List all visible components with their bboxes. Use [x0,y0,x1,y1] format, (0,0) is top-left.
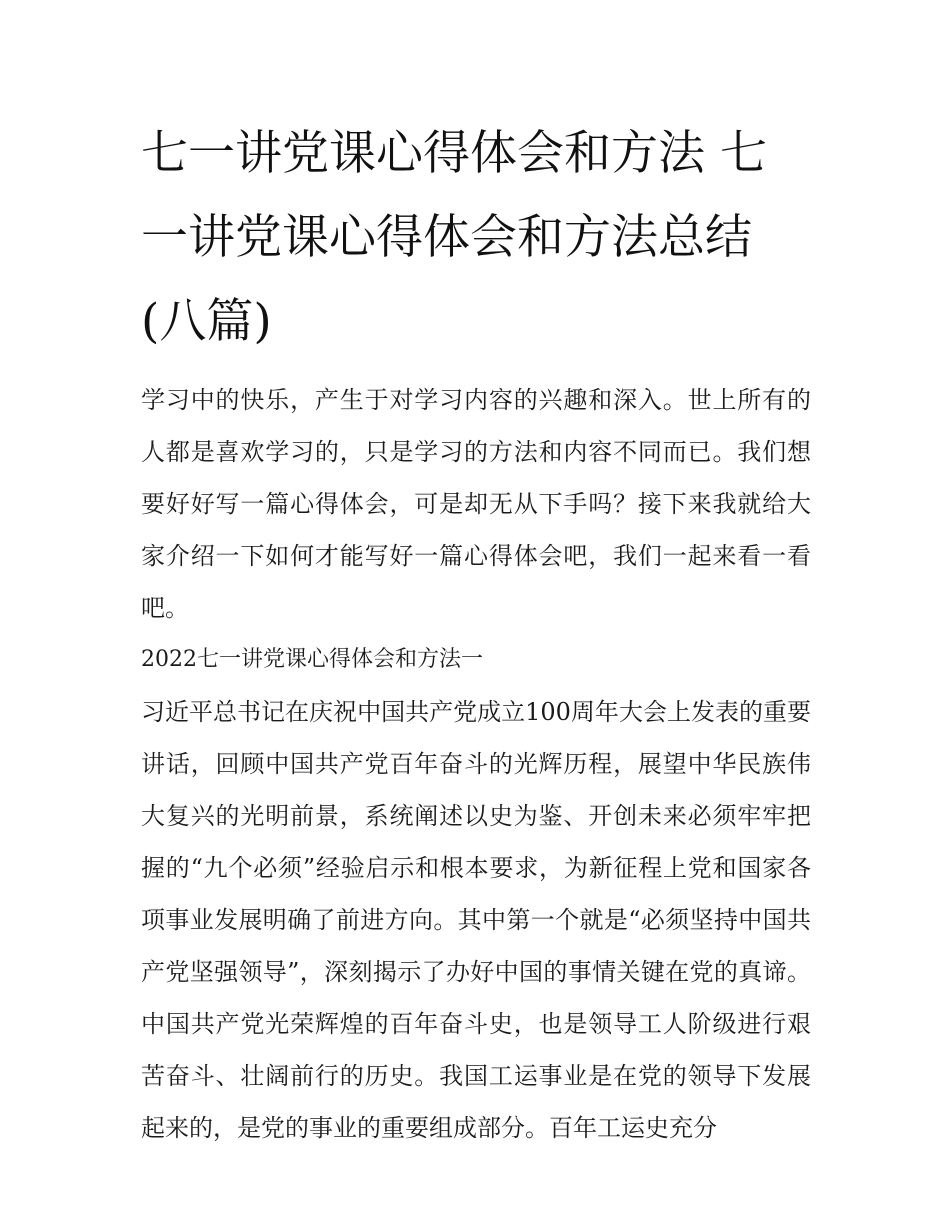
intro-paragraph: 学习中的快乐，产生于对学习内容的兴趣和深入。世上所有的人都是喜欢学习的，只是学习的方法和内容不同而已。我们想要好好写一篇心得体会，可是却无从下手吗？接下来我就给大家介绍一下如何才能写好一篇心得体会吧，我们一起来看一看吧。 [141,386,811,622]
section-heading: 2022七一讲党课心得体会和方法一 [141,647,483,672]
document-page [141,112,811,1154]
document-title: 七一讲党课心得体会和方法 七一讲党课心得体会和方法总结(八篇) [141,126,767,349]
body-paragraph: 习近平总书记在庆祝中国共产党成立100周年大会上发表的重要讲话，回顾中国共产党百年奋斗的光辉历程，展望中华民族伟大复兴的光明前景，系统阐述以史为鉴、开创未来必须牢牢把握的“九个必须”经验启示和根本要求，为新征程上党和国家各项事业发展明确了前进方向。其中第一个就是“必须坚持中国共产党坚强领导”，深刻揭示了办好中国的事情关键在党的真谛。中国共产党光荣辉煌的百年奋斗史，也是领导工人阶级进行艰苦奋斗、壮阔前行的历史。我国工运事业是在党的领导下发展起来的，是党的事业的重要组成部分。百年工运史充分 [141,698,811,1142]
